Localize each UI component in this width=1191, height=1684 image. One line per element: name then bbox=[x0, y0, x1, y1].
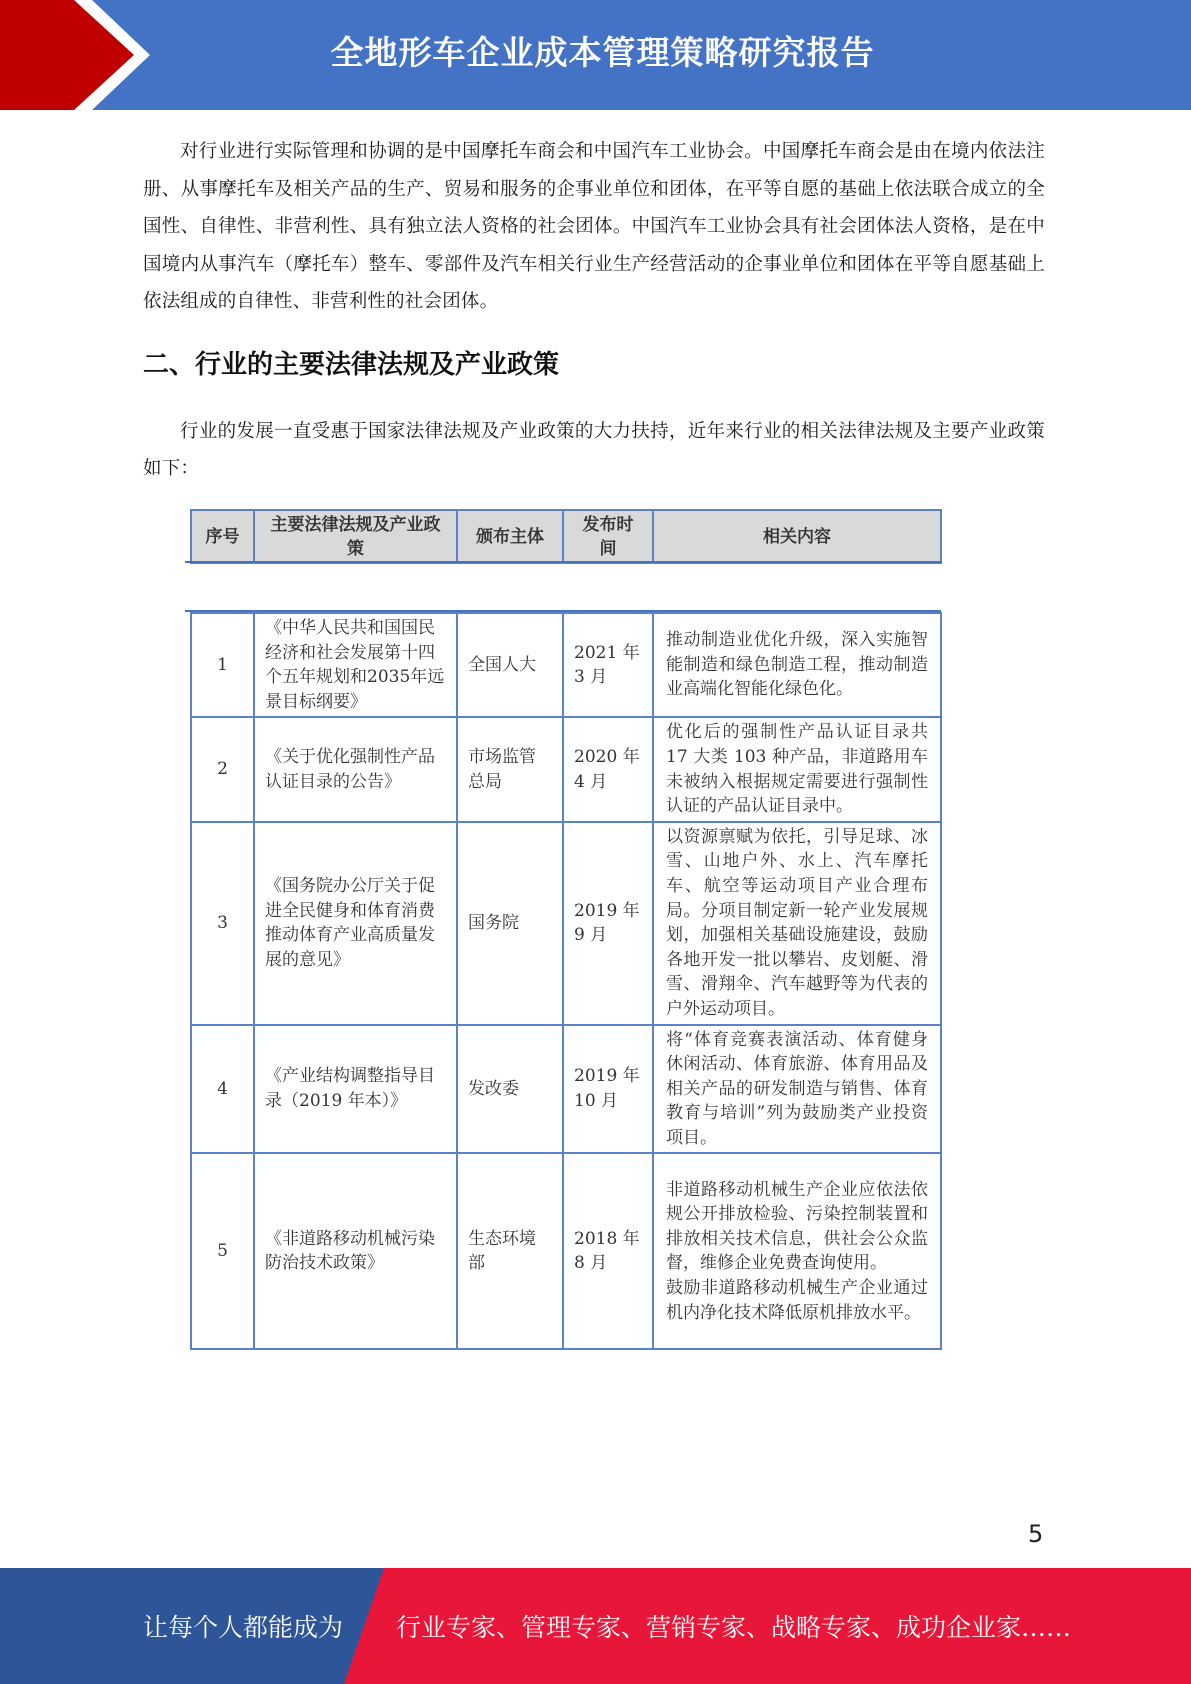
table-row bbox=[191, 822, 941, 1025]
row-content: 将“体育竞赛表演活动、体育健身休闲活动、体育旅游、体育用品及相关产品的研发制造与销售、体育教育与培训”列为鼓励类产业投资项目。 bbox=[653, 1025, 941, 1154]
intro-paragraph: 对行业进行实际管理和协调的是中国摩托车商会和中国汽车工业协会。中国摩托车商会是由在境内依法注册、从事摩托车及相关产品的生产、贸易和服务的企事业单位和团体，在平等自愿的基础上依法联合成立的全国性、自律性、非营利性、具有独立法人资格的社会团体。中国汽车工业协会具有社会团体法人资格，是在中国境内从事汽车（摩托车）整车、零部件及汽车相关行业生产经营活动的企事业单位和团体在平等自愿基础上依法组成的自律性、非营利性的社会团体。 bbox=[143, 141, 1045, 312]
row-issuer: 市场监管总局 bbox=[457, 717, 563, 821]
row-date: 2019 年 9 月 bbox=[563, 822, 653, 1025]
table-row bbox=[191, 1153, 941, 1349]
row-no: 3 bbox=[191, 822, 254, 1025]
row-policy: 《产业结构调整指导目录（2019 年本）》 bbox=[254, 1025, 457, 1154]
row-issuer: 发改委 bbox=[457, 1025, 563, 1154]
row-issuer: 生态环境部 bbox=[457, 1153, 563, 1349]
row-issuer: 国务院 bbox=[457, 822, 563, 1025]
section-paragraph: 行业的发展一直受惠于国家法律法规及产业政策的大力扶持，近年来行业的相关法律法规及主要产业政策如下： bbox=[143, 420, 1045, 479]
row-no: 2 bbox=[191, 717, 254, 821]
table-row bbox=[191, 613, 941, 717]
footer-slogan-right: 行业专家、管理专家、营销专家、战略专家、成功企业家…… bbox=[396, 1613, 1072, 1642]
table-row bbox=[191, 717, 941, 821]
report-title: 全地形车企业成本管理策略研究报告 bbox=[330, 33, 875, 72]
row-policy: 《关于优化强制性产品认证目录的公告》 bbox=[254, 717, 457, 821]
header-date bbox=[563, 510, 653, 563]
row-date: 2018 年 8 月 bbox=[563, 1153, 653, 1349]
row-policy: 《国务院办公厅关于促进全民健身和体育消费推动体育产业高质量发展的意见》 bbox=[254, 822, 457, 1025]
row-policy: 《非道路移动机械污染防治技术政策》 bbox=[254, 1153, 457, 1349]
row-date: 2019 年 10 月 bbox=[563, 1025, 653, 1154]
row-no: 1 bbox=[191, 613, 254, 717]
row-date: 2021 年 3 月 bbox=[563, 613, 653, 717]
table-row bbox=[191, 1025, 941, 1154]
page-number: 5 bbox=[1028, 1520, 1044, 1548]
footer-slogan-left: 让每个人都能成为 bbox=[143, 1613, 344, 1642]
header-date-label: 发布时间 bbox=[582, 514, 634, 559]
row-content: 非道路移动机械生产企业应依法依规公开排放检验、污染控制装置和排放相关技术信息，供社会公众监督，维修企业免费查询使用。 鼓励非道路移动机械生产企业通过机内净化技术降低原机排放水平。 bbox=[653, 1153, 941, 1349]
page-footer bbox=[0, 1568, 1191, 1684]
header-policy-label: 主要法律法规及产业政策 bbox=[270, 514, 441, 559]
row-content: 以资源禀赋为依托，引导足球、冰雪、山地户外、水上、汽车摩托车、航空等运动项目产业合理布局。分项目制定新一轮产业发展规划，加强相关基础设施建设，鼓励各地开发一批以攀岩、皮划艇、滑雪、滑翔伞、汽车越野等为代表的户外运动项目。 bbox=[653, 822, 941, 1025]
table-header-underline bbox=[185, 561, 941, 563]
section-heading: 二、行业的主要法律法规及产业政策 bbox=[143, 349, 560, 380]
policy-table-header bbox=[190, 509, 942, 564]
header-no: 序号 bbox=[191, 510, 254, 563]
main-content bbox=[143, 133, 1045, 488]
row-no: 4 bbox=[191, 1025, 254, 1154]
row-no: 5 bbox=[191, 1153, 254, 1349]
policy-table bbox=[190, 612, 942, 1350]
row-content: 优化后的强制性产品认证目录共 17 大类 103 种产品，非道路用车未被纳入根据规定需要进行强制性认证的产品认证目录中。 bbox=[653, 717, 941, 821]
header-policy bbox=[254, 510, 457, 563]
header-issuer: 颁布主体 bbox=[457, 510, 563, 563]
row-content: 推动制造业优化升级，深入实施智能制造和绿色制造工程，推动制造业高端化智能化绿色化。 bbox=[653, 613, 941, 717]
row-policy: 《中华人民共和国国民经济和社会发展第十四个五年规划和2035年远景目标纲要》 bbox=[254, 613, 457, 717]
row-date: 2020 年 4 月 bbox=[563, 717, 653, 821]
page-header bbox=[0, 0, 1191, 110]
header-content: 相关内容 bbox=[653, 510, 941, 563]
row-issuer: 全国人大 bbox=[457, 613, 563, 717]
